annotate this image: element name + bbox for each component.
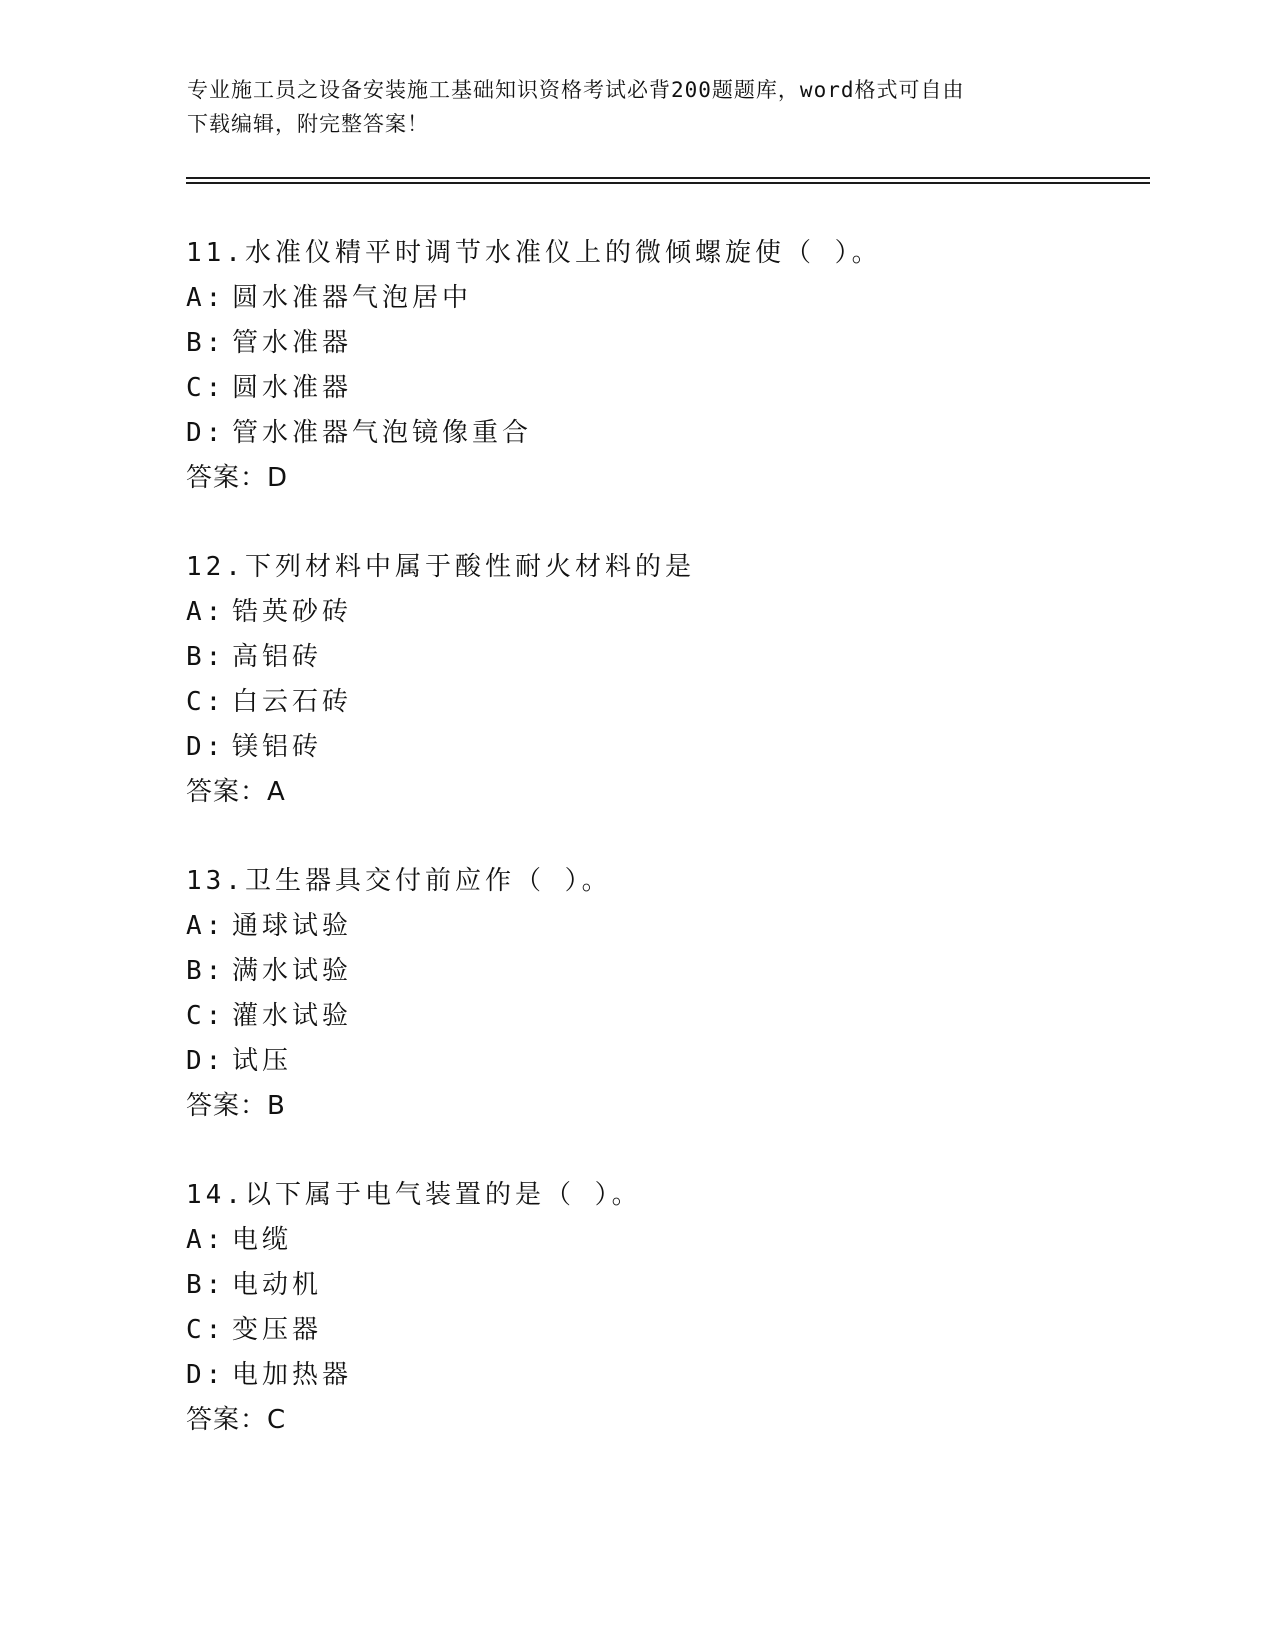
option-d [186, 1039, 1086, 1084]
question-stem: 13.卫生器具交付前应作（ ）。 [186, 866, 612, 896]
option-d [186, 725, 1086, 770]
option-text: 电缆 [232, 1225, 293, 1255]
option-letter: D: [186, 418, 226, 448]
option-text: 灌水试验 [232, 1001, 353, 1031]
question-stem: 12.下列材料中属于酸性耐火材料的是 [186, 552, 695, 582]
option-text: 圆水准器 [232, 373, 353, 403]
option-text: 电动机 [232, 1270, 323, 1300]
option-letter: D: [186, 732, 226, 762]
option-letter: A: [186, 911, 226, 941]
option-text: 圆水准器气泡居中 [232, 283, 473, 313]
option-letter: C: [186, 373, 226, 403]
option-c [186, 994, 1086, 1039]
option-b [186, 949, 1086, 994]
option-b [186, 321, 1086, 366]
option-text: 电加热器 [232, 1360, 353, 1390]
option-text: 试压 [232, 1046, 293, 1076]
option-b [186, 1263, 1086, 1308]
option-text: 管水准器气泡镜像重合 [232, 418, 533, 448]
document-header [187, 73, 1067, 141]
option-c [186, 1308, 1086, 1353]
option-text: 满水试验 [232, 956, 353, 986]
divider-line-top [186, 177, 1150, 179]
question-block-12 [186, 545, 1086, 815]
option-letter: D: [186, 1046, 226, 1076]
option-text: 管水准器 [232, 328, 353, 358]
option-a [186, 1218, 1086, 1263]
answer-line: 答案：B [186, 1091, 286, 1121]
option-letter: B: [186, 956, 226, 986]
option-text: 高铝砖 [232, 642, 323, 672]
option-letter: C: [186, 687, 226, 717]
option-letter: A: [186, 597, 226, 627]
question-block-11 [186, 231, 1086, 501]
option-b [186, 635, 1086, 680]
option-letter: C: [186, 1001, 226, 1031]
option-letter: A: [186, 1225, 226, 1255]
option-text: 变压器 [232, 1315, 323, 1345]
option-d [186, 411, 1086, 456]
option-c [186, 366, 1086, 411]
answer-line: 答案：A [186, 777, 286, 807]
option-letter: C: [186, 1315, 226, 1345]
option-a [186, 904, 1086, 949]
option-d [186, 1353, 1086, 1398]
question-block-14 [186, 1173, 1086, 1443]
option-text: 通球试验 [232, 911, 353, 941]
option-letter: B: [186, 328, 226, 358]
divider-line-bottom [186, 182, 1150, 184]
header-divider [186, 177, 1150, 185]
option-letter: D: [186, 1360, 226, 1390]
option-letter: B: [186, 1270, 226, 1300]
question-stem: 11.水准仪精平时调节水准仪上的微倾螺旋使（ ）。 [186, 238, 882, 268]
question-stem: 14.以下属于电气装置的是（ ）。 [186, 1180, 642, 1210]
header-line-2: 下载编辑，附完整答案！ [187, 112, 429, 136]
answer-line: 答案：D [186, 463, 289, 493]
header-line-1: 专业施工员之设备安装施工基础知识资格考试必背200题题库，word格式可自由 [187, 78, 965, 102]
option-a [186, 276, 1086, 321]
option-letter: A: [186, 283, 226, 313]
answer-line: 答案：C [186, 1405, 287, 1435]
option-letter: B: [186, 642, 226, 672]
option-c [186, 680, 1086, 725]
option-text: 镁铝砖 [232, 732, 323, 762]
question-block-13 [186, 859, 1086, 1129]
option-text: 锆英砂砖 [232, 597, 353, 627]
option-a [186, 590, 1086, 635]
option-text: 白云石砖 [232, 687, 353, 717]
